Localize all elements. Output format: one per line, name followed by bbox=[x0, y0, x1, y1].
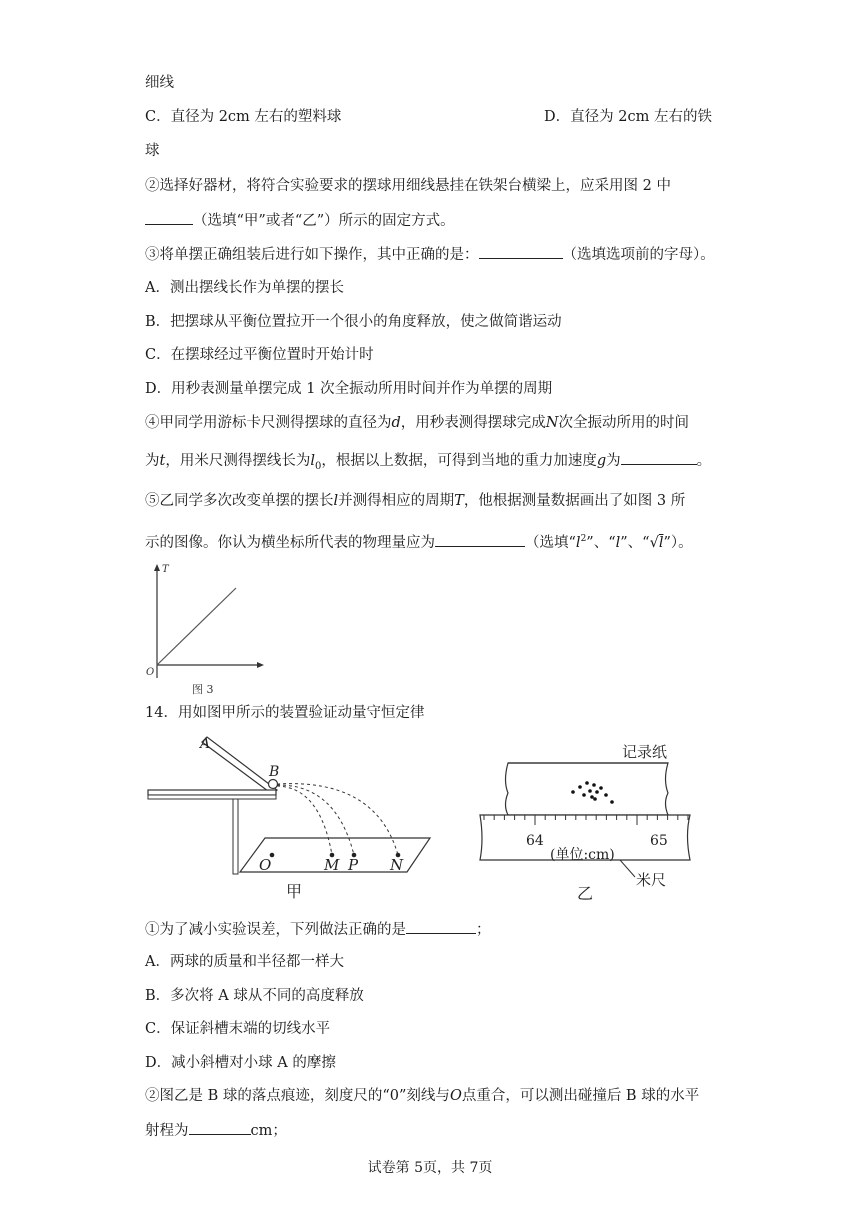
figure-caption: 甲 bbox=[286, 882, 303, 901]
incline-chute bbox=[202, 737, 280, 794]
q14-option-c: C．保证斜槽末端的切线水平 bbox=[145, 1021, 331, 1037]
answer-blank[interactable] bbox=[189, 1120, 251, 1135]
q13-part4-line2: 为t，用米尺测得摆线长为$l_0$，根据以上数据，可得到当地的重力加速度g为 。 bbox=[145, 450, 711, 477]
q13-part4-line1: ④甲同学用游标卡尺测得摆球的直径为d，用秒表测得摆球完成N次全振动所用的时间 bbox=[145, 415, 689, 431]
origin-label: O bbox=[146, 667, 155, 678]
record-paper-label: 记录纸 bbox=[622, 743, 668, 761]
q14-part2-line1: ②图乙是 B 球的落点痕迹，刻度尺的“0”刻线与O点重合，可以测出碰撞后 B 球的水平 bbox=[145, 1088, 700, 1104]
answer-blank[interactable] bbox=[435, 532, 525, 547]
label-a: A bbox=[200, 736, 211, 752]
answer-blank[interactable] bbox=[145, 210, 193, 225]
ball-b bbox=[269, 780, 278, 789]
answer-blank[interactable] bbox=[406, 919, 476, 934]
q13-part5-line1: ⑤乙同学多次改变单摆的摆长l并测得相应的周期T，他根据测量数据画出了如图 3 所 bbox=[145, 493, 686, 509]
table-leg bbox=[233, 799, 238, 874]
option-d-cont: 球 bbox=[145, 143, 160, 159]
page-footer: 试卷第 5页，共 7页 bbox=[367, 1160, 493, 1176]
q13-part3-option-d: D．用秒表测量单摆完成 1 次全振动所用时间并作为单摆的周期 bbox=[145, 381, 553, 397]
label-n: N bbox=[390, 856, 404, 874]
y-axis-arrow bbox=[154, 564, 160, 571]
answer-blank[interactable] bbox=[621, 450, 697, 465]
table-top bbox=[148, 790, 276, 795]
option-d: D．直径为 2cm 左右的铁 bbox=[544, 109, 712, 125]
q13-part3-option-c: C．在摆球经过平衡位置时开始计时 bbox=[145, 347, 374, 363]
graph-line bbox=[157, 588, 236, 665]
q13-part2-line2: （选填“甲”或者“乙”）所示的固定方式。 bbox=[145, 210, 455, 231]
x-axis-arrow bbox=[257, 662, 264, 668]
ruler-pointer bbox=[620, 860, 635, 877]
q14-option-b: B．多次将 A 球从不同的高度释放 bbox=[145, 988, 364, 1004]
q14-title: 14．用如图甲所示的装置验证动量守恒定律 bbox=[145, 705, 425, 721]
q14-option-a: A．两球的质量和半径都一样大 bbox=[145, 954, 344, 970]
label-b: B bbox=[269, 764, 280, 780]
ruler-label: 米尺 bbox=[636, 871, 667, 889]
axis-label-t: T bbox=[162, 564, 169, 575]
table-edge bbox=[148, 795, 276, 799]
q13-part3-option-b: B．把摆球从平衡位置拉开一个很小的角度释放，使之做简谐运动 bbox=[145, 314, 562, 330]
tick-label-65: 65 bbox=[650, 833, 668, 849]
q14-part1-stem: ①为了减小实验误差，下列做法正确的是 ； bbox=[145, 919, 491, 940]
tick-label-64: 64 bbox=[526, 833, 544, 849]
q13-part2-line1: ②选择好器材，将符合实验要求的摆球用细线悬挂在铁架台横梁上，应采用图 2 中 bbox=[145, 178, 671, 194]
label-m: M bbox=[324, 856, 340, 874]
q14-part2-line2: 射程为 cm； bbox=[145, 1120, 287, 1141]
figure-caption: 乙 bbox=[577, 884, 594, 903]
label-o: O bbox=[259, 856, 272, 874]
record-paper bbox=[506, 763, 669, 815]
label-p: P bbox=[348, 856, 359, 874]
figure-3-graph bbox=[140, 560, 280, 700]
figure-yi-ruler bbox=[470, 735, 700, 905]
figure-caption: 图 3 bbox=[192, 683, 214, 696]
q13-part3-option-a: A．测出摆线长作为单摆的摆长 bbox=[145, 280, 344, 296]
ruler-unit: (单位:cm) bbox=[550, 847, 615, 863]
option-c: C．直径为 2cm 左右的塑料球 bbox=[145, 109, 342, 125]
q13-part5-line2: 示的图像。你认为横坐标所代表的物理量应为 （选填“$l^2$”、“l”、“√l”）。 bbox=[145, 529, 693, 553]
q14-option-d: D．减小斜槽对小球 A 的摩擦 bbox=[145, 1055, 336, 1071]
figure-jia-apparatus bbox=[140, 732, 440, 907]
q13-part3-stem: ③将单摆正确组装后进行如下操作，其中正确的是： （选填选项前的字母）。 bbox=[145, 244, 715, 265]
line-prev: 细线 bbox=[145, 75, 174, 91]
answer-blank[interactable] bbox=[479, 244, 563, 259]
